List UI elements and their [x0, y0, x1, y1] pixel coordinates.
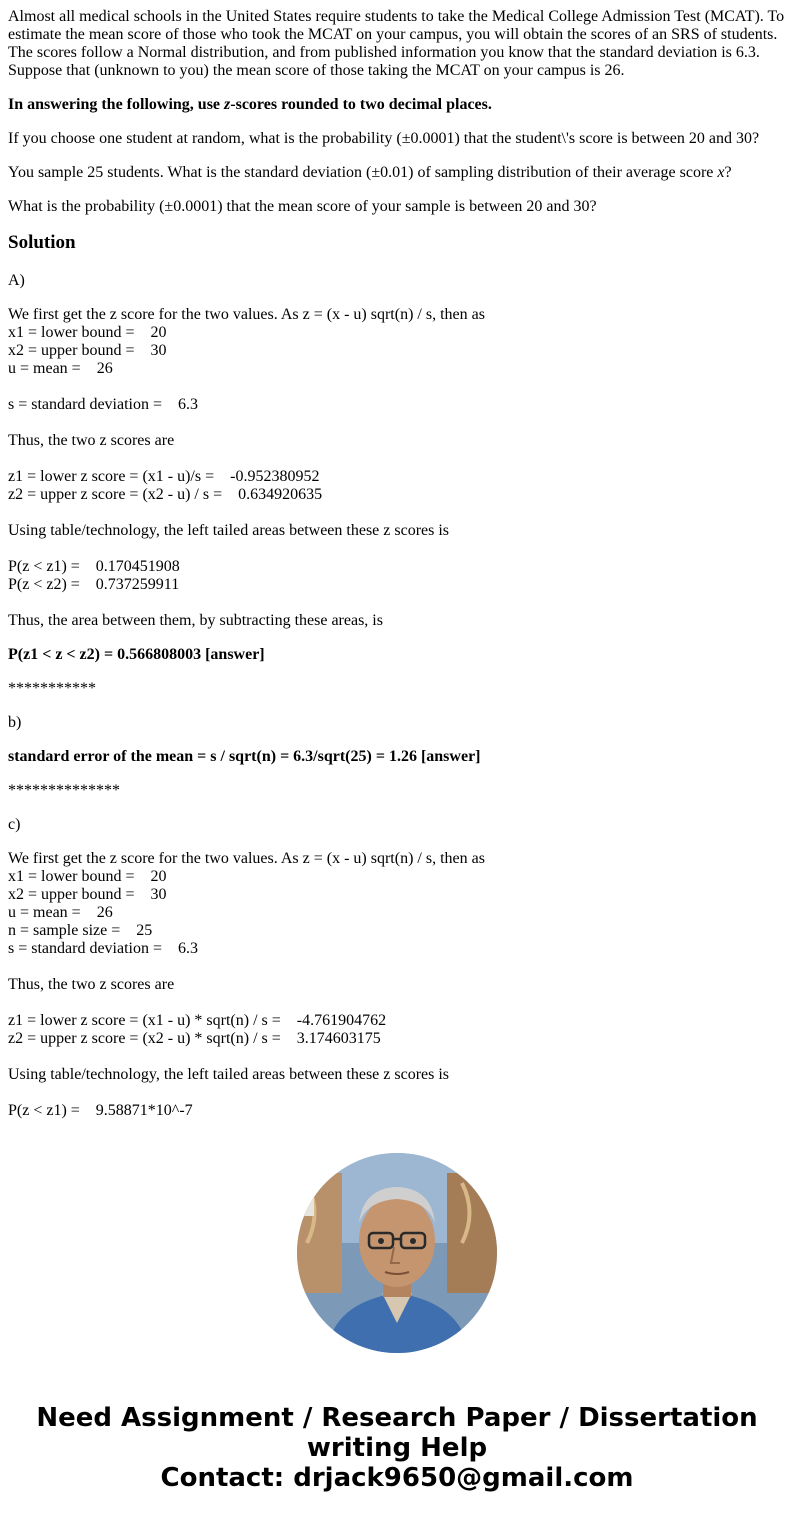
part-a-label: A) [8, 272, 25, 289]
work-line: We first get the z score for the two values. As z = (x - u) sqrt(n) / s, then as [8, 306, 485, 323]
work-line: Thus, the two z scores are [8, 976, 175, 993]
work-line: s = standard deviation = 6.3 [8, 940, 199, 957]
work-line: x1 = lower bound = 20 [8, 324, 167, 341]
work-line: Thus, the area between them, by subtracting these areas, is [8, 612, 383, 629]
work-line: z2 = upper z score = (x2 - u) * sqrt(n) / s = 3.174603175 [8, 1030, 381, 1047]
part-b-answer: standard error of the mean = s / sqrt(n) = 6.3/sqrt(25) = 1.26 [answer] [8, 748, 481, 765]
part-c-label: c) [8, 816, 21, 833]
work-line: x2 = upper bound = 30 [8, 342, 167, 359]
work-line: P(z < z1) = 9.58871*10^-7 [8, 1102, 193, 1119]
work-line [8, 540, 788, 558]
footer-contact: Contact: drjack9650@gmail.com [160, 1463, 634, 1493]
work-line: P(z < z1) = 0.170451908 [8, 558, 180, 575]
part-c-work [8, 850, 788, 1120]
work-line: Using table/technology, the left tailed areas between these z scores is [8, 1066, 450, 1083]
question-1: If you choose one student at random, what is the probability (±0.0001) that the student\'s score is between 20 and 30? [8, 130, 760, 147]
question-2: You sample 25 students. What is the standard deviation (±0.01) of sampling distribution of their average score x? [8, 164, 732, 181]
work-line [8, 594, 788, 612]
footer-line-2: writing Help [306, 1433, 488, 1463]
work-line [8, 1084, 788, 1102]
work-line [8, 994, 788, 1012]
part-b-separator: ************** [8, 782, 120, 799]
work-line: P(z < z2) = 0.737259911 [8, 576, 180, 593]
work-line [8, 378, 788, 396]
work-line: We first get the z score for the two values. As z = (x - u) sqrt(n) / s, then as [8, 850, 485, 867]
part-a-work [8, 306, 788, 630]
question-instruction: In answering the following, use z-scores rounded to two decimal places. [8, 96, 492, 113]
work-line: x2 = upper bound = 30 [8, 886, 167, 903]
work-line: Thus, the two z scores are [8, 432, 175, 449]
work-line: n = sample size = 25 [8, 922, 153, 939]
work-line: u = mean = 26 [8, 360, 113, 377]
work-line: u = mean = 26 [8, 904, 113, 921]
question-intro: Almost all medical schools in the United States require students to take the Medical College Admission Test (MCAT). To estimate the mean score of those who took the MCAT on your campus, you will obtain the scores of an SRS of students. The scores follow a Normal distribution, and from published information you know that the standard deviation is 6.3. Suppose that (unknown to you) the mean score of those taking the MCAT on your campus is 26. [8, 8, 785, 79]
author-photo-image [297, 1153, 497, 1353]
solution-heading: Solution [8, 232, 76, 253]
part-b-label: b) [8, 714, 22, 731]
document-body [8, 8, 788, 1136]
work-line: Using table/technology, the left tailed areas between these z scores is [8, 522, 450, 539]
work-line [8, 504, 788, 522]
work-line: s = standard deviation = 6.3 [8, 396, 199, 413]
work-line: z1 = lower z score = (x1 - u) * sqrt(n) / s = -4.761904762 [8, 1012, 387, 1029]
work-line: x1 = lower bound = 20 [8, 868, 167, 885]
work-line [8, 450, 788, 468]
work-line: z1 = lower z score = (x1 - u)/s = -0.952380952 [8, 468, 320, 485]
author-photo [297, 1153, 497, 1353]
question-3: What is the probability (±0.0001) that the mean score of your sample is between 20 and 30? [8, 198, 597, 215]
work-line [8, 958, 788, 976]
work-line: z2 = upper z score = (x2 - u) / s = 0.634920635 [8, 486, 323, 503]
work-line [8, 1048, 788, 1066]
footer-banner [0, 1403, 794, 1493]
part-a-separator: *********** [8, 680, 96, 697]
footer-line-1: Need Assignment / Research Paper / Dissertation [36, 1403, 758, 1433]
part-a-answer: P(z1 < z < z2) = 0.566808003 [answer] [8, 646, 265, 663]
work-line [8, 414, 788, 432]
